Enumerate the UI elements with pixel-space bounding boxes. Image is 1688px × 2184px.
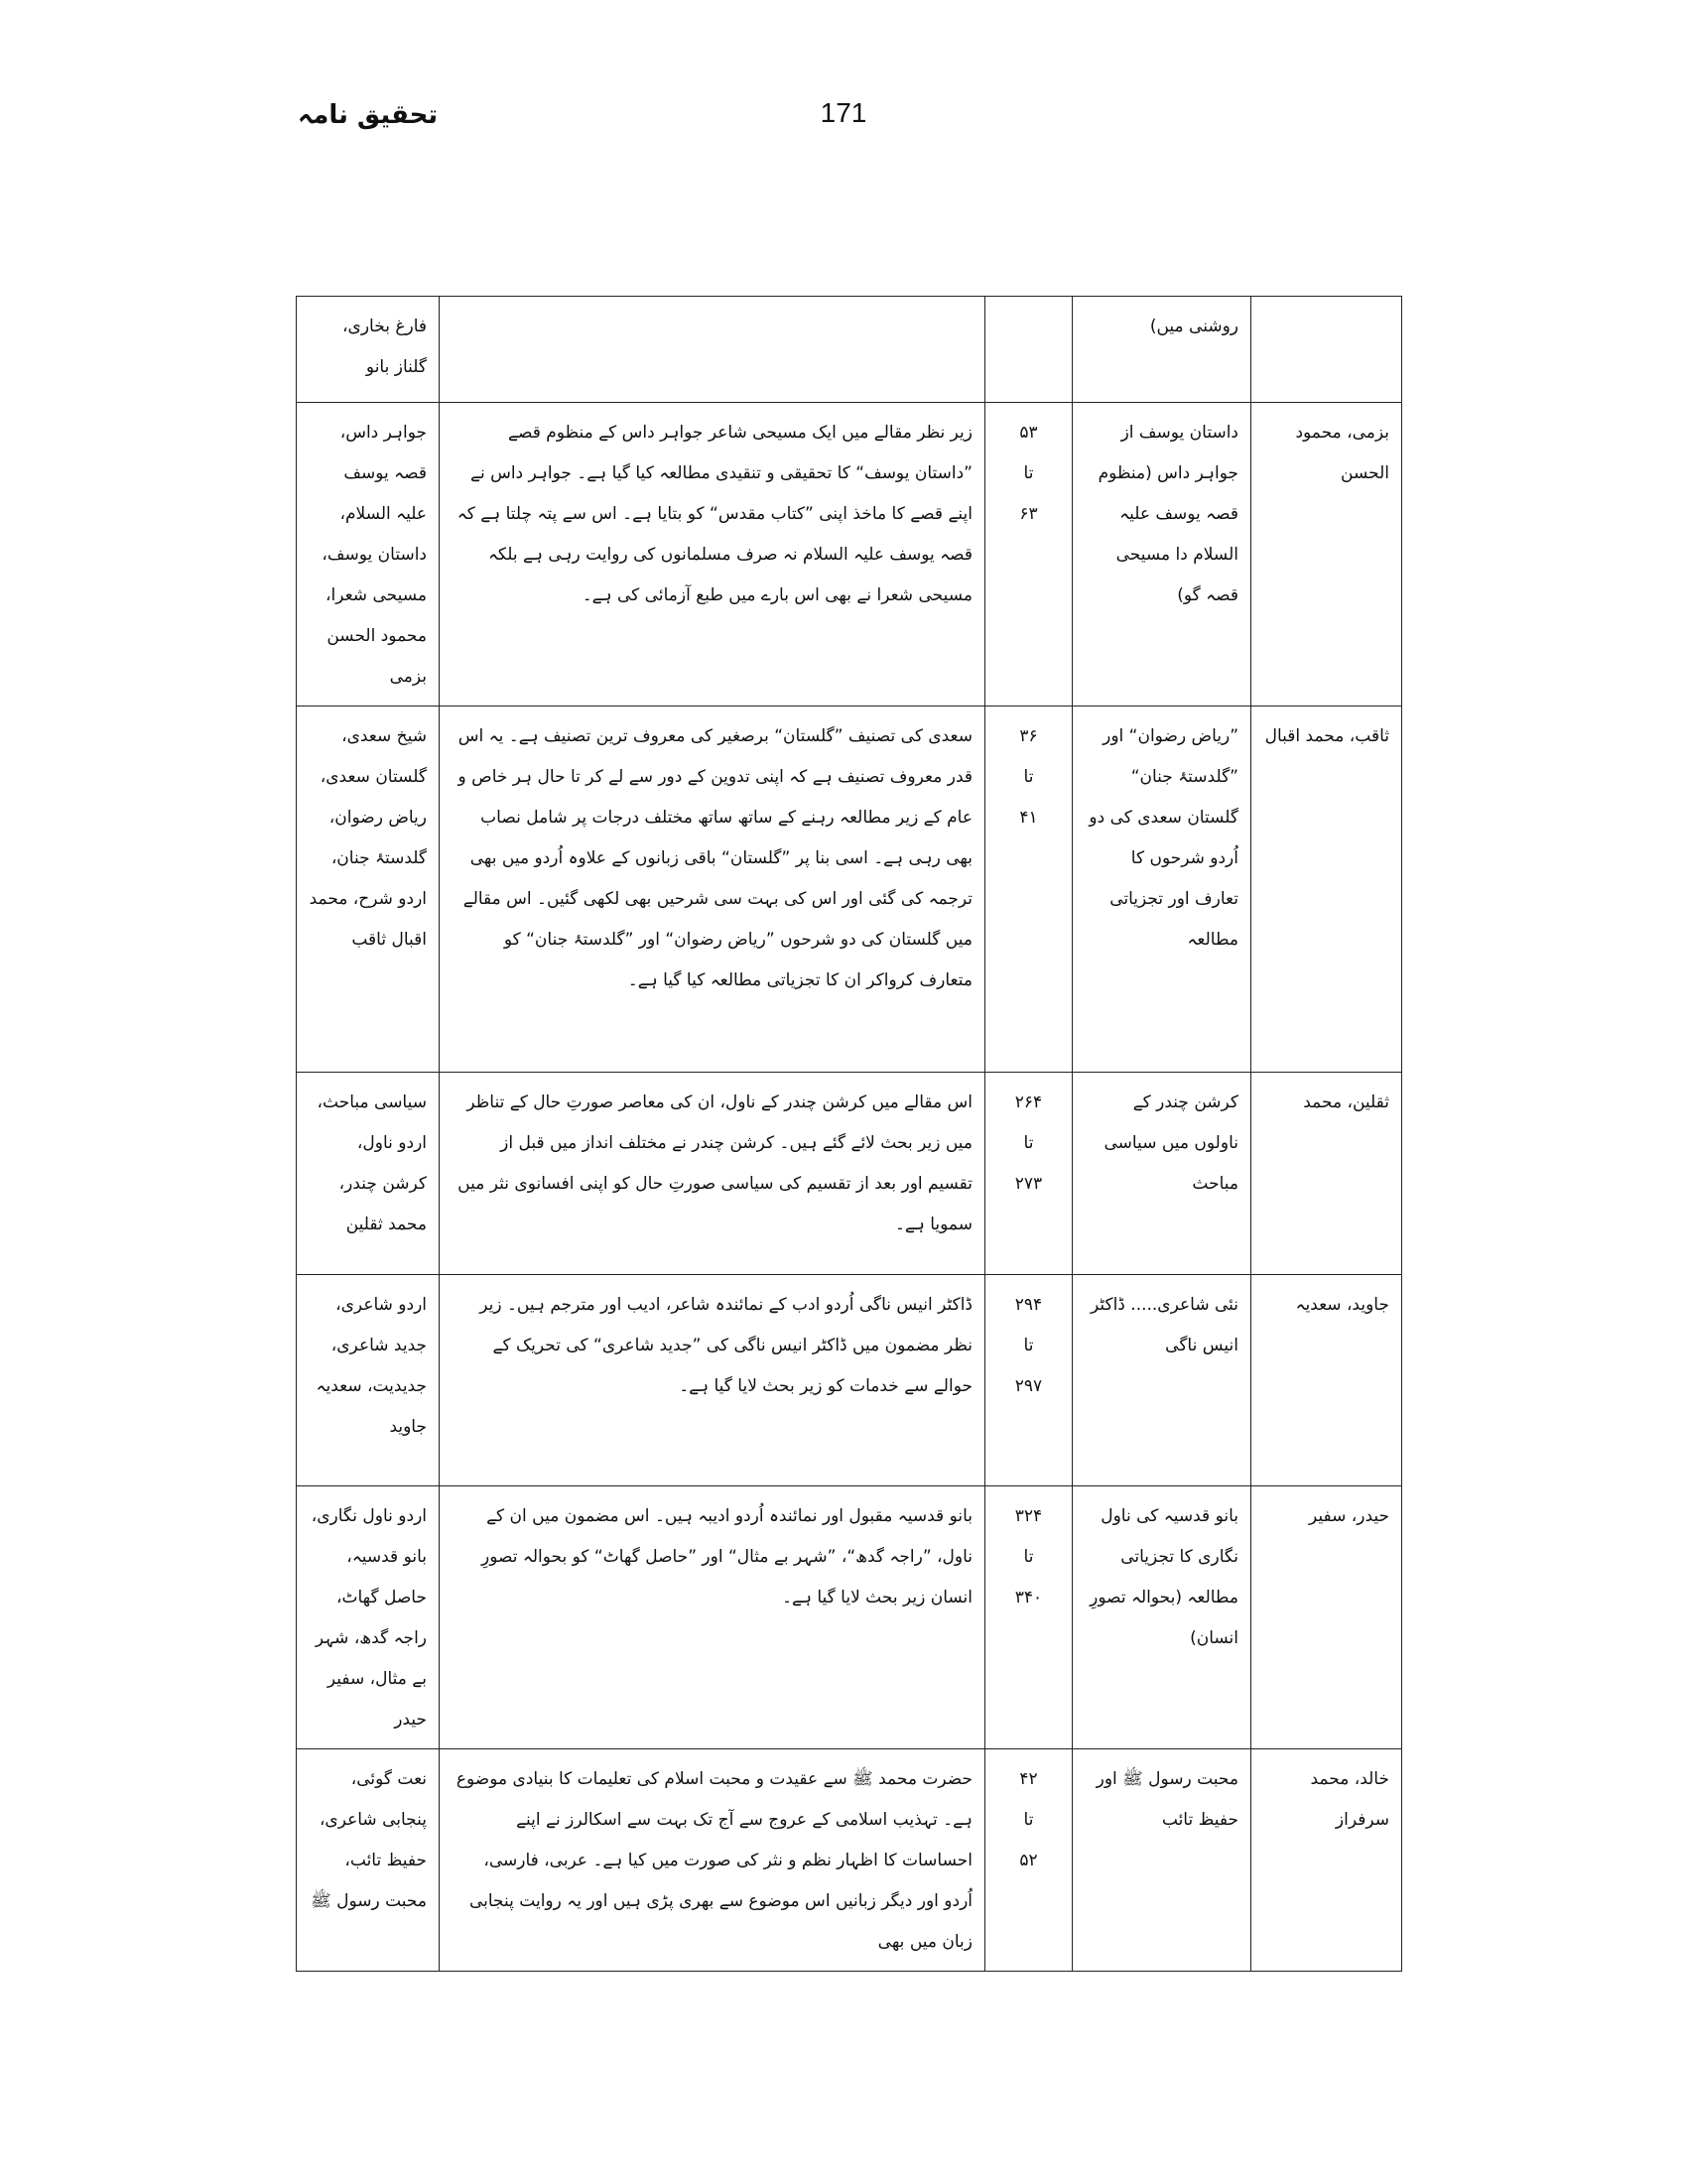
keywords-cell: نعت گوئی، پنجابی شاعری، حفیظ تائب، محبت رسول ﷺ xyxy=(297,1749,440,1972)
page-sep: تا xyxy=(1023,1810,1034,1830)
summary-cell: حضرت محمد ﷺ سے عقیدت و محبت اسلام کی تعلیمات کا بنیادی موضوع ہے۔ تہذیب اسلامی کے عروج سے آج تک بہت سے اسکالرز نے اپنے احساسات کا اظہار نظم و نثر کی صورت میں کیا ہے۔ عربی، فارسی، اُردو اور دیگر زبانیں اس موضوع سے بھری پڑی ہیں اور یہ روایت پنجابی زبان میں بھی xyxy=(440,1749,985,1972)
table-row xyxy=(297,1073,1402,1275)
page-end: ۲۹۷ xyxy=(1014,1376,1043,1396)
table-row xyxy=(297,707,1402,1073)
title-cell: داستان یوسف از جواہر داس (منظوم قصہ یوسف علیہ السلام دا مسیحی قصہ گو) xyxy=(1073,403,1251,707)
title-cell: محبت رسول ﷺ اور حفیظ تائب xyxy=(1073,1749,1251,1972)
author-cell: جاوید، سعدیہ xyxy=(1251,1275,1402,1486)
author-cell: ثاقب، محمد اقبال xyxy=(1251,707,1402,1073)
pages-cell xyxy=(985,403,1073,707)
table-row xyxy=(297,1486,1402,1749)
pages-cell xyxy=(985,1275,1073,1486)
keywords-cell: فارغ بخاری، گلناز بانو xyxy=(297,297,440,403)
page-sep: تا xyxy=(1023,1547,1034,1567)
summary-cell: اس مقالے میں کرشن چندر کے ناول، ان کی معاصر صورتِ حال کے تناظر میں زیر بحث لائے گئے ہیں۔ کرشن چندر نے مختلف انداز میں قبل از تقسیم اور بعد از تقسیم کی سیاسی صورتِ حال کو اپنی افسانوی نثر میں سمویا ہے۔ xyxy=(440,1073,985,1275)
author-cell xyxy=(1251,297,1402,403)
pages-cell xyxy=(985,707,1073,1073)
page-end: ۶۳ xyxy=(1019,504,1038,524)
page-sep: تا xyxy=(1023,767,1034,787)
pages-cell xyxy=(985,297,1073,403)
author-cell: ثقلین، محمد xyxy=(1251,1073,1402,1275)
page-sep: تا xyxy=(1023,1336,1034,1355)
keywords-cell: اردو ناول نگاری، بانو قدسیہ، حاصل گھاٹ، راجہ گدھ، شہر بے مثال، سفیر حیدر xyxy=(297,1486,440,1749)
table-row xyxy=(297,297,1402,403)
summary-cell: بانو قدسیہ مقبول اور نمائندہ اُردو ادیبہ ہیں۔ اس مضمون میں ان کے ناول، ”راجہ گدھ“، ”شہر بے مثال“ اور ”حاصل گھاٹ“ کو بحوالہ تصورِ انسان زیر بحث لایا گیا ہے۔ xyxy=(440,1486,985,1749)
keywords-cell: سیاسی مباحث، اردو ناول، کرشن چندر، محمد ثقلین xyxy=(297,1073,440,1275)
author-cell: خالد، محمد سرفراز xyxy=(1251,1749,1402,1972)
page-end: ۴۱ xyxy=(1019,808,1038,828)
page-start: ۳۶ xyxy=(1019,726,1038,746)
author-cell: حیدر، سفیر xyxy=(1251,1486,1402,1749)
title-cell: نئی شاعری..... ڈاکٹر انیس ناگی xyxy=(1073,1275,1251,1486)
page-start: ۲۹۴ xyxy=(1014,1295,1043,1315)
author-cell: بزمی، محمود الحسن xyxy=(1251,403,1402,707)
page-sep: تا xyxy=(1023,1133,1034,1153)
page-end: ۵۲ xyxy=(1019,1851,1038,1870)
page-end: ۲۷۳ xyxy=(1014,1174,1043,1194)
journal-title: تحقیق نامہ xyxy=(298,100,439,130)
table-row xyxy=(297,1749,1402,1972)
title-cell: کرشن چندر کے ناولوں میں سیاسی مباحث xyxy=(1073,1073,1251,1275)
pages-cell xyxy=(985,1486,1073,1749)
page-start: ۴۲ xyxy=(1019,1769,1038,1789)
keywords-cell: شیخ سعدی، گلستان سعدی، ریاض رضوان، گلدستۂ جنان، اردو شرح، محمد اقبال ثاقب xyxy=(297,707,440,1073)
title-cell: روشنی میں) xyxy=(1073,297,1251,403)
table-row xyxy=(297,1275,1402,1486)
pages-cell xyxy=(985,1073,1073,1275)
pages-cell xyxy=(985,1749,1073,1972)
summary-cell: زیر نظر مقالے میں ایک مسیحی شاعر جواہر داس کے منظوم قصے ”داستان یوسف“ کا تحقیقی و تنقیدی مطالعہ کیا گیا ہے۔ جواہر داس نے اپنے قصے کا ماخذ اپنی ”کتاب مقدس“ کو بتایا ہے۔ اس سے پتہ چلتا ہے کہ قصہ یوسف علیہ السلام نہ صرف مسلمانوں کی روایت رہی ہے بلکہ مسیحی شعرا نے بھی اس بارے میں طبع آزمائی کی ہے۔ xyxy=(440,403,985,707)
page-sep: تا xyxy=(1023,463,1034,483)
page-start: ۳۲۴ xyxy=(1014,1506,1043,1526)
page-number: 171 xyxy=(820,97,867,128)
summary-cell xyxy=(440,297,985,403)
summary-cell: سعدی کی تصنیف ”گلستان“ برصغیر کی معروف ترین تصنیف ہے۔ یہ اس قدر معروف تصنیف ہے کہ اپنی تدوین کے دور سے لے کر تا حال ہر خاص و عام کے زیر مطالعہ رہنے کے ساتھ ساتھ مختلف درجات پر شامل نصاب بھی رہی ہے۔ اسی بنا پر ”گلستان“ باقی زبانوں کے علاوہ اُردو میں بھی ترجمہ کی گئی اور اس کی بہت سی شرحیں بھی لکھی گئیں۔ اس مقالے میں گلستان کی دو شرحوں ”ریاض رضوان“ اور ”گلدستۂ جنان“ کو متعارف کرواکر ان کا تجزیاتی مطالعہ کیا گیا ہے۔ xyxy=(440,707,985,1073)
title-cell: بانو قدسیہ کی ناول نگاری کا تجزیاتی مطالعہ (بحوالہ تصورِ انسان) xyxy=(1073,1486,1251,1749)
page-start: ۵۳ xyxy=(1019,423,1038,443)
bibliography-table xyxy=(296,296,1402,1972)
page-start: ۲۶۴ xyxy=(1014,1092,1043,1112)
keywords-cell: جواہر داس، قصہ یوسف علیہ السلام، داستان یوسف، مسیحی شعرا، محمود الحسن بزمی xyxy=(297,403,440,707)
table-row xyxy=(297,403,1402,707)
keywords-cell: اردو شاعری، جدید شاعری، جدیدیت، سعدیہ جاوید xyxy=(297,1275,440,1486)
page-end: ۳۴۰ xyxy=(1014,1588,1043,1607)
title-cell: ”ریاض رضوان“ اور ”گلدستۂ جنان“ گلستان سعدی کی دو اُردو شرحوں کا تعارف اور تجزیاتی مطالعہ xyxy=(1073,707,1251,1073)
summary-cell: ڈاکٹر انیس ناگی اُردو ادب کے نمائندہ شاعر، ادیب اور مترجم ہیں۔ زیر نظر مضمون میں ڈاکٹر انیس ناگی کی ”جدید شاعری“ کی تحریک کے حوالے سے خدمات کو زیر بحث لایا گیا ہے۔ xyxy=(440,1275,985,1486)
